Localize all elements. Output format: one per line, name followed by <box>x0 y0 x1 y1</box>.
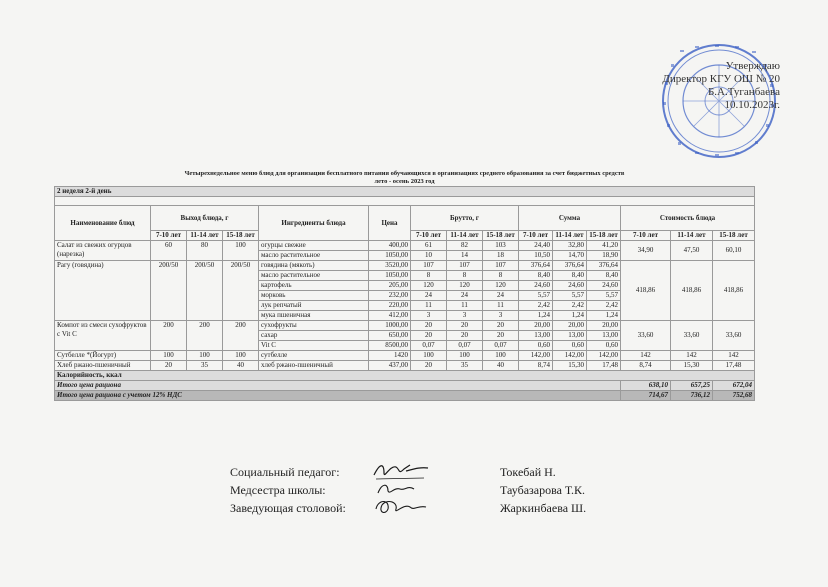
table-row <box>55 321 755 331</box>
ingredient-gross: 24 <box>411 291 447 301</box>
ingredient-sum: 18,90 <box>587 251 621 261</box>
ingredient-gross: 40 <box>483 361 519 371</box>
ingredient-sum: 2,42 <box>519 301 553 311</box>
dish-yield: 100 <box>187 351 223 361</box>
calories-label: Калорийность, ккал <box>55 371 755 381</box>
dish-cost: 418,86 <box>713 261 755 321</box>
signature-role: Социальный педагог: <box>230 465 340 479</box>
total-label: Итого цена рациона с учетом 12% НДС <box>55 391 621 401</box>
ingredient-gross: 0,07 <box>447 341 483 351</box>
dish-yield: 200/50 <box>151 261 187 321</box>
ingredient-sum: 13,00 <box>587 331 621 341</box>
ingredient-sum: 142,00 <box>519 351 553 361</box>
approval-line-2: Директор КГУ ОШ № 20 <box>662 73 780 85</box>
ingredient-gross: 11 <box>483 301 519 311</box>
total-value: 752,68 <box>713 391 755 401</box>
ingredient-name: говядина (мякоть) <box>259 261 369 271</box>
ingredient-price: 437,00 <box>369 361 411 371</box>
dish-cost: 15,30 <box>671 361 713 371</box>
ingredient-gross: 103 <box>483 241 519 251</box>
total-label: Итого цена рациона <box>55 381 621 391</box>
ingredient-sum: 8,40 <box>553 271 587 281</box>
ingredient-name: Vit C <box>259 341 369 351</box>
ingredient-gross: 3 <box>411 311 447 321</box>
dish-yield: 80 <box>187 241 223 261</box>
ingredient-gross: 3 <box>447 311 483 321</box>
col-ingredients-header: Ингредиенты блюда <box>259 206 369 241</box>
ingredient-sum: 1,24 <box>587 311 621 321</box>
week-day-label: 2 неделя 2-й день <box>55 187 755 197</box>
ingredient-gross: 8 <box>447 271 483 281</box>
ingredient-gross: 11 <box>447 301 483 311</box>
age-header: 7-10 лет <box>151 231 187 241</box>
ingredient-sum: 1,24 <box>553 311 587 321</box>
dish-cost: 17,48 <box>713 361 755 371</box>
ingredient-sum: 0,60 <box>587 341 621 351</box>
ingredient-sum: 24,40 <box>519 241 553 251</box>
ingredient-gross: 100 <box>447 351 483 361</box>
ingredient-sum: 8,40 <box>587 271 621 281</box>
ingredient-sum: 2,42 <box>553 301 587 311</box>
ingredient-gross: 20 <box>483 331 519 341</box>
ingredient-sum: 20,00 <box>519 321 553 331</box>
age-header: 15-18 лет <box>223 231 259 241</box>
table-row <box>55 351 755 361</box>
ingredient-sum: 20,00 <box>587 321 621 331</box>
ingredient-gross: 35 <box>447 361 483 371</box>
dish-yield: 100 <box>223 241 259 261</box>
ingredient-sum: 1,24 <box>519 311 553 321</box>
menu-subtitle: лето - осень 2023 год <box>374 178 435 185</box>
ingredient-price: 1420 <box>369 351 411 361</box>
ingredient-name: картофель <box>259 281 369 291</box>
ingredient-price: 205,00 <box>369 281 411 291</box>
ingredient-gross: 120 <box>447 281 483 291</box>
age-header: 7-10 лет <box>411 231 447 241</box>
ingredient-sum: 2,42 <box>587 301 621 311</box>
ingredient-gross: 82 <box>447 241 483 251</box>
ingredient-sum: 8,74 <box>519 361 553 371</box>
ingredient-gross: 3 <box>483 311 519 321</box>
age-header: 7-10 лет <box>621 231 671 241</box>
dish-yield: 200 <box>223 321 259 351</box>
signature-row <box>230 483 650 501</box>
ingredient-sum: 8,40 <box>519 271 553 281</box>
dish-cost: 47,50 <box>671 241 713 261</box>
ingredient-gross: 24 <box>447 291 483 301</box>
approval-line-1: Утверждаю <box>725 60 780 72</box>
ingredient-price: 232,00 <box>369 291 411 301</box>
ingredient-gross: 107 <box>483 261 519 271</box>
dish-yield: 200/50 <box>187 261 223 321</box>
ingredient-name: хлеб ржано-пшеничный <box>259 361 369 371</box>
ingredient-name: огурцы свежие <box>259 241 369 251</box>
total-value: 714,67 <box>621 391 671 401</box>
dish-yield: 200 <box>151 321 187 351</box>
ingredient-sum: 0,60 <box>519 341 553 351</box>
col-price-header: Цена <box>369 206 411 241</box>
approval-line-4: 10.10.2023г. <box>724 99 780 111</box>
dish-yield: 35 <box>187 361 223 371</box>
dish-cost: 34,90 <box>621 241 671 261</box>
ingredient-sum: 0,60 <box>553 341 587 351</box>
ingredient-price: 220,00 <box>369 301 411 311</box>
ingredient-gross: 10 <box>411 251 447 261</box>
col-dish-header: Наименование блюд <box>55 206 151 241</box>
signature-name: Таубазарова Т.К. <box>500 483 586 497</box>
table-row <box>55 361 755 371</box>
signature-name: Жаркинбаева Ш. <box>500 501 587 515</box>
ingredient-gross: 24 <box>483 291 519 301</box>
ingredient-gross: 107 <box>447 261 483 271</box>
dish-cost: 142 <box>671 351 713 361</box>
ingredient-gross: 20 <box>411 321 447 331</box>
table-row <box>55 241 755 251</box>
ingredient-gross: 11 <box>411 301 447 311</box>
ingredient-name: сухофрукты <box>259 321 369 331</box>
ingredient-gross: 100 <box>483 351 519 361</box>
signature-role: Заведующая столовой: <box>230 501 346 515</box>
ingredient-gross: 8 <box>483 271 519 281</box>
signature-name: Токебай Н. <box>500 465 556 479</box>
dish-name: Хлеб ржано-пшеничный <box>55 361 151 371</box>
age-header: 11-14 лет <box>671 231 713 241</box>
dish-cost: 33,60 <box>671 321 713 351</box>
col-gross-header: Брутто, г <box>411 206 519 231</box>
ingredient-sum: 5,57 <box>587 291 621 301</box>
dish-cost: 33,60 <box>621 321 671 351</box>
ingredient-sum: 10,50 <box>519 251 553 261</box>
ingredient-gross: 20 <box>447 331 483 341</box>
age-header: 11-14 лет <box>447 231 483 241</box>
ingredient-gross: 120 <box>483 281 519 291</box>
ingredient-gross: 20 <box>483 321 519 331</box>
ingredient-sum: 142,00 <box>587 351 621 361</box>
dish-name: Рагу (говядина) <box>55 261 151 321</box>
col-cost-header: Стоимость блюда <box>621 206 755 231</box>
dish-yield: 200/50 <box>223 261 259 321</box>
dish-cost: 33,60 <box>713 321 755 351</box>
menu-table <box>54 170 755 401</box>
ingredient-sum: 13,00 <box>519 331 553 341</box>
dish-name: Компот из смеси сухофруктов с Vit C <box>55 321 151 351</box>
total-value: 657,25 <box>671 381 713 391</box>
dish-cost: 418,86 <box>621 261 671 321</box>
ingredient-gross: 8 <box>411 271 447 281</box>
signature-row <box>230 465 650 483</box>
ingredient-price: 400,00 <box>369 241 411 251</box>
dish-cost: 142 <box>713 351 755 361</box>
calories-row <box>55 371 755 381</box>
ingredient-price: 1050,00 <box>369 251 411 261</box>
ingredient-gross: 20 <box>411 331 447 341</box>
col-sum-header: Сумма <box>519 206 621 231</box>
ingredient-price: 8500,00 <box>369 341 411 351</box>
ingredient-name: мука пшеничная <box>259 311 369 321</box>
ingredient-gross: 14 <box>447 251 483 261</box>
ingredient-price: 3520,00 <box>369 261 411 271</box>
ingredient-gross: 0,07 <box>411 341 447 351</box>
approval-line-3: Б.А.Туганбаева <box>707 86 780 98</box>
total-vat-row <box>55 391 755 401</box>
ingredient-sum: 41,20 <box>587 241 621 251</box>
ingredient-sum: 5,57 <box>553 291 587 301</box>
col-yield-header: Выход блюда, г <box>151 206 259 231</box>
ingredient-sum: 17,48 <box>587 361 621 371</box>
approval-block <box>630 60 780 112</box>
ingredient-sum: 376,64 <box>553 261 587 271</box>
ingredient-gross: 120 <box>411 281 447 291</box>
ingredient-price: 1050,00 <box>369 271 411 281</box>
ingredient-gross: 20 <box>411 361 447 371</box>
handwritten-signature <box>370 495 430 517</box>
dish-name: Сутбелле *(Йогурт) <box>55 351 151 361</box>
ingredient-sum: 13,00 <box>553 331 587 341</box>
dish-yield: 40 <box>223 361 259 371</box>
ingredient-sum: 15,30 <box>553 361 587 371</box>
dish-yield: 20 <box>151 361 187 371</box>
ingredient-sum: 142,00 <box>553 351 587 361</box>
ingredient-gross: 20 <box>447 321 483 331</box>
ingredient-name: сахар <box>259 331 369 341</box>
age-header: 15-18 лет <box>587 231 621 241</box>
dish-cost: 418,86 <box>671 261 713 321</box>
dish-yield: 200 <box>187 321 223 351</box>
signature-row <box>230 501 650 519</box>
ingredient-sum: 24,60 <box>519 281 553 291</box>
spacer-row <box>55 197 755 206</box>
age-header: 15-18 лет <box>483 231 519 241</box>
total-value: 638,10 <box>621 381 671 391</box>
dish-name: Салат из свежих огурцов (нарезка) <box>55 241 151 261</box>
ingredient-gross: 100 <box>411 351 447 361</box>
ingredient-name: морковь <box>259 291 369 301</box>
ingredient-name: сутбелле <box>259 351 369 361</box>
total-row <box>55 381 755 391</box>
ingredient-sum: 376,64 <box>519 261 553 271</box>
ingredient-sum: 20,00 <box>553 321 587 331</box>
ingredient-sum: 32,80 <box>553 241 587 251</box>
dish-cost: 142 <box>621 351 671 361</box>
dish-yield: 60 <box>151 241 187 261</box>
ingredient-sum: 24,60 <box>587 281 621 291</box>
ingredient-price: 412,00 <box>369 311 411 321</box>
ingredient-name: масло растительное <box>259 251 369 261</box>
ingredient-gross: 18 <box>483 251 519 261</box>
dish-yield: 100 <box>151 351 187 361</box>
ingredient-sum: 5,57 <box>519 291 553 301</box>
ingredient-gross: 61 <box>411 241 447 251</box>
total-value: 672,04 <box>713 381 755 391</box>
age-header: 7-10 лет <box>519 231 553 241</box>
age-header: 11-14 лет <box>553 231 587 241</box>
age-header: 15-18 лет <box>713 231 755 241</box>
dish-yield: 100 <box>223 351 259 361</box>
menu-title: Четырехнедельное меню блюд для организации бесплатного питания обучающихся в организациях среднего образования за счет бюджетных средств <box>184 170 625 177</box>
ingredient-price: 1000,00 <box>369 321 411 331</box>
ingredient-gross: 107 <box>411 261 447 271</box>
age-header: 11-14 лет <box>187 231 223 241</box>
ingredient-gross: 0,07 <box>483 341 519 351</box>
dish-cost: 60,10 <box>713 241 755 261</box>
signatures-block <box>230 465 650 519</box>
ingredient-sum: 24,60 <box>553 281 587 291</box>
dish-cost: 8,74 <box>621 361 671 371</box>
total-value: 736,12 <box>671 391 713 401</box>
ingredient-sum: 14,70 <box>553 251 587 261</box>
ingredient-name: масло растительное <box>259 271 369 281</box>
signature-role: Медсестра школы: <box>230 483 326 497</box>
table-row <box>55 261 755 271</box>
ingredient-sum: 376,64 <box>587 261 621 271</box>
ingredient-price: 650,00 <box>369 331 411 341</box>
ingredient-name: лук репчатый <box>259 301 369 311</box>
